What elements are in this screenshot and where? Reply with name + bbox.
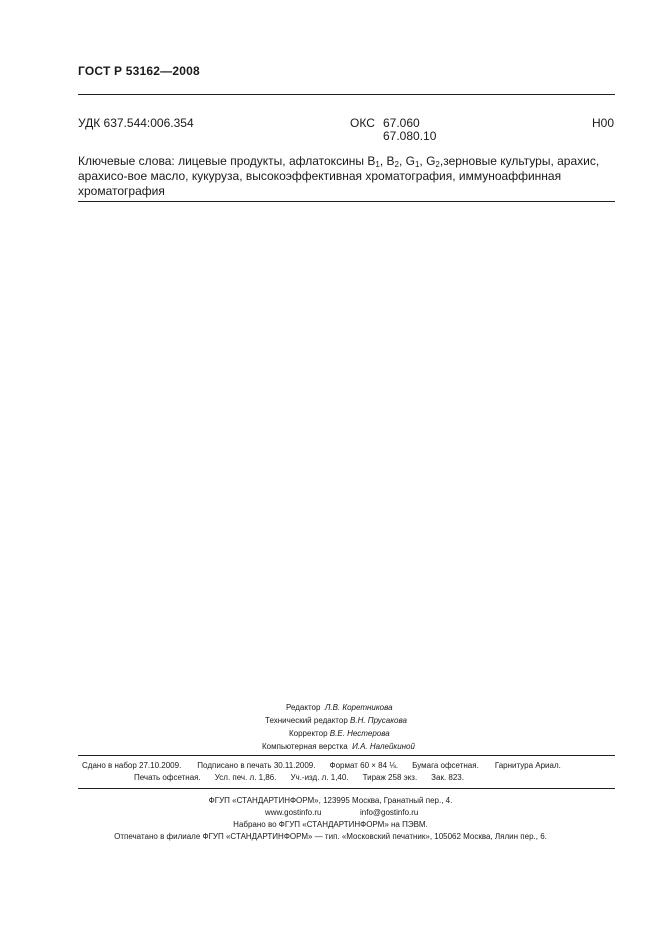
publisher-website[interactable]: www.gostinfo.ru: [265, 808, 322, 817]
layout-role: Компьютерная верстка: [262, 742, 348, 751]
tech-editor-credit: [265, 716, 407, 725]
print-details-line-2: [134, 773, 464, 782]
oks-code-2: 67.080.10: [383, 129, 437, 143]
editor-credit: [286, 703, 393, 712]
subscript-b2: 2: [394, 160, 399, 169]
layout-credit: [262, 742, 415, 751]
print-run: Тираж 258 экз.: [362, 773, 418, 782]
tech-editor-name: В.Н. Прусакова: [350, 716, 407, 725]
editor-role: Редактор: [286, 703, 321, 712]
publisher-email[interactable]: info@gostinfo.ru: [360, 808, 419, 817]
keywords-sep-3: , G: [419, 154, 436, 168]
oks-label: ОКС: [350, 116, 375, 130]
publisher-name: ФГУП «СТАНДАРТИНФОРМ», 123995 Москва, Гранатный пер., 4.: [208, 796, 453, 805]
udk-code: УДК 637.544:006.354: [78, 116, 194, 130]
signed-date: Подписано в печать 30.11.2009.: [197, 761, 316, 770]
keywords-sep-2: , G: [398, 154, 415, 168]
keywords-divider: [78, 201, 615, 202]
subscript-g1: 1: [414, 160, 420, 169]
keywords-paragraph: [78, 154, 618, 199]
keywords-sep-1: , B: [379, 154, 395, 168]
tech-editor-role: Технический редактор: [265, 716, 348, 725]
typeface: Гарнитура Ариал.: [494, 761, 561, 770]
header-divider: [78, 94, 615, 95]
paper-type: Бумага офсетная.: [412, 761, 479, 770]
print-details-divider: [78, 755, 615, 756]
editor-name: Л.В. Коретникова: [324, 703, 393, 712]
layout-name: И.А. Налейкиной: [352, 742, 415, 751]
keywords-text-2: ,зерновые культуры, арахис, арахисо-вое масло, кукуруза, высокоэффективная хроматография, иммуноаффинная хроматография: [78, 154, 600, 198]
typeset-date: Сдано в набор 27.10.2009.: [82, 761, 182, 770]
print-details-line-1: [82, 761, 561, 770]
subscript-b1: 1: [375, 160, 380, 169]
publisher-sheets: Уч.-изд. л. 1,40.: [290, 773, 349, 782]
corrector-credit: [289, 729, 390, 738]
corrector-role: Корректор: [289, 729, 328, 738]
publisher-divider: [78, 788, 615, 789]
corrector-name: В.Е. Нестерова: [329, 729, 390, 738]
printed-sheets: Усл. печ. л. 1,86.: [214, 773, 277, 782]
category-code: Н00: [592, 116, 615, 130]
standard-number: ГОСТ Р 53162—2008: [78, 64, 200, 78]
typeset-note: Набрано во ФГУП «СТАНДАРТИНФОРМ» на ПЭВМ.: [233, 820, 428, 829]
oks-code-1: 67.060: [383, 116, 420, 130]
order-number: Зак. 823.: [431, 773, 464, 782]
printing-note: Отпечатано в филиале ФГУП «СТАНДАРТИНФОРМ» — тип. «Московский печатник», 105062 Москва, Лялин пер., 6.: [114, 832, 547, 841]
keywords-label: Ключевые слова:: [78, 154, 175, 168]
paper-format: Формат 60 × 84 ⅛.: [329, 761, 399, 770]
keywords-text-1: лицевые продукты, афлатоксины B: [174, 154, 376, 168]
subscript-g2: 2: [435, 160, 440, 169]
print-method: Печать офсетная.: [134, 773, 201, 782]
